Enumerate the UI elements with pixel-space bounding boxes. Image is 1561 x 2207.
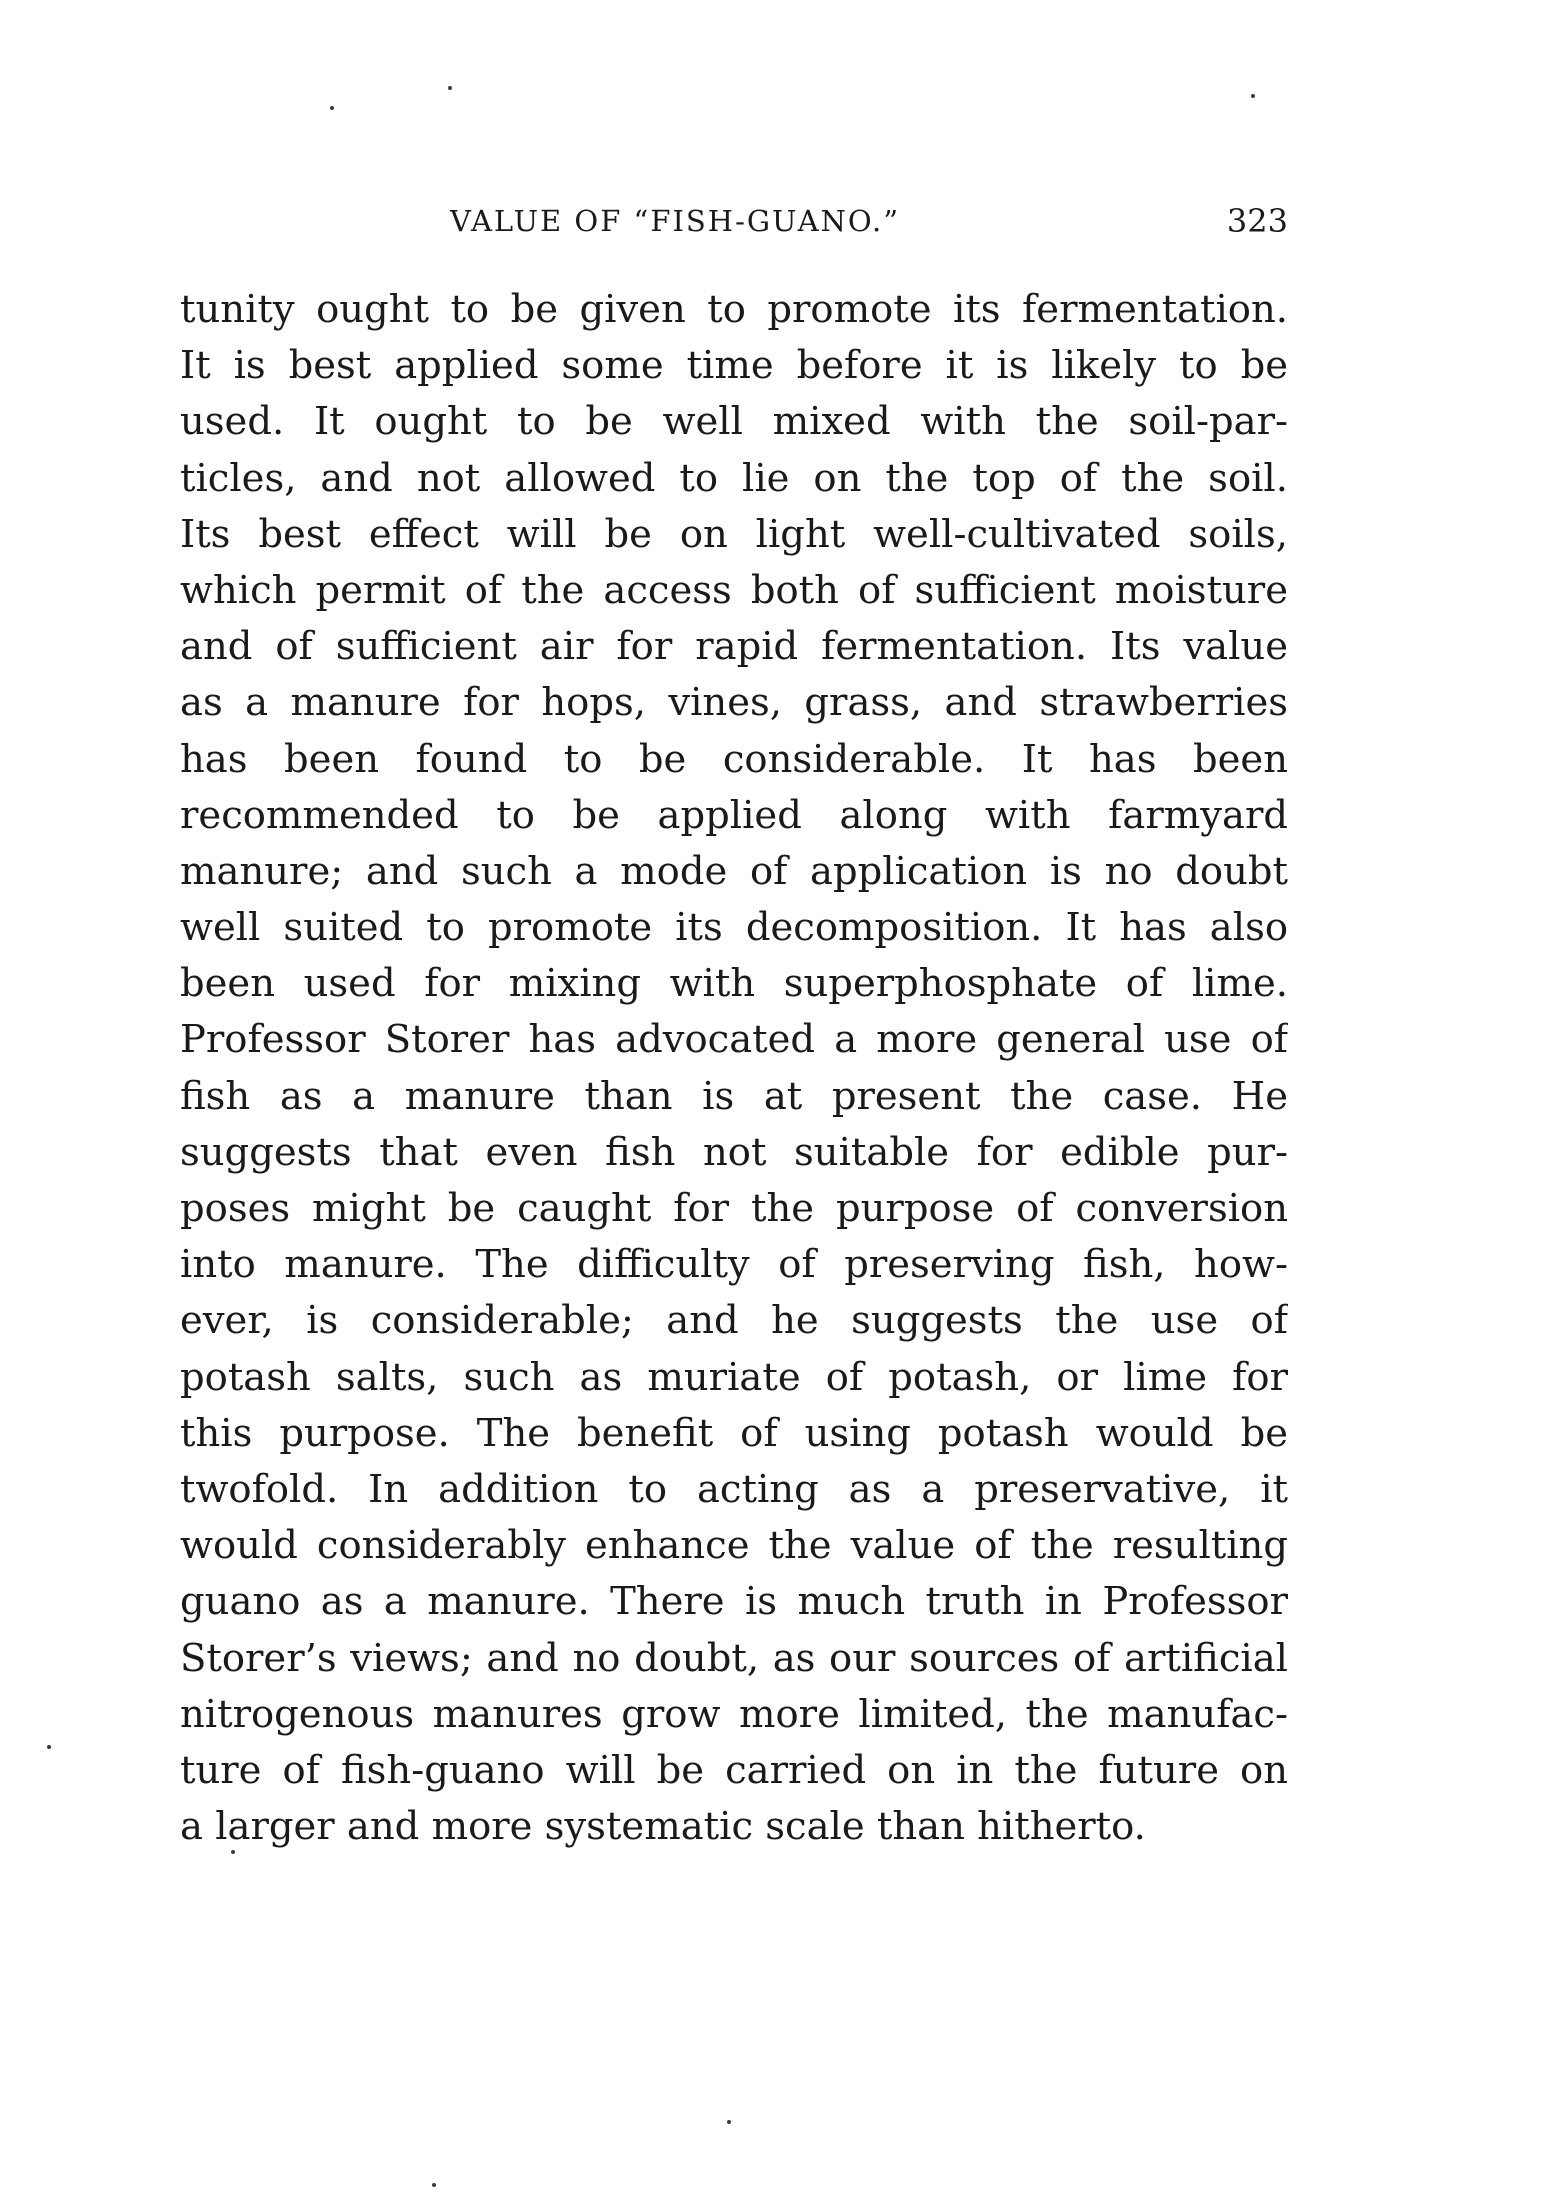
text-line: well suited to promote its decomposition. It has also (180, 905, 1288, 951)
text-line: and of sufficient air for rapid fermentation. Its value (180, 624, 1288, 670)
text-line: a larger and more systematic scale than hitherto. (180, 1804, 1146, 1850)
text-line: potash salts, such as muriate of potash, or lime for (180, 1354, 1288, 1400)
text-line: would considerably enhance the value of the resulting (180, 1523, 1288, 1569)
text-line: has been found to be considerable. It has been (180, 736, 1288, 782)
text-line: Its best effect will be on light well-cultivated soils, (180, 511, 1288, 557)
text-line: fish as a manure than is at present the case. He (180, 1073, 1288, 1119)
text-line: which permit of the access both of sufficient moisture (180, 567, 1288, 613)
scan-speck (47, 1745, 51, 1749)
text-line: It is best applied some time before it is likely to be (180, 343, 1288, 389)
text-line: Storer’s views; and no doubt, as our sources of artificial (180, 1635, 1288, 1681)
text-line: tunity ought to be given to promote its fermentation. (180, 287, 1288, 332)
scan-speck (727, 2120, 731, 2124)
scan-speck (330, 106, 334, 110)
text-line: as a manure for hops, vines, grass, and strawberries (180, 680, 1288, 726)
text-line: suggests that even fish not suitable for edible pur- (180, 1129, 1288, 1175)
text-line: been used for mixing with superphosphate of lime. (180, 961, 1288, 1007)
text-line: ticles, and not allowed to lie on the top of the soil. (180, 455, 1288, 501)
text-line: recommended to be applied along with farmyard (180, 792, 1288, 838)
text-line: ever, is considerable; and he suggests the use of (180, 1298, 1288, 1344)
text-line: ture of fish-guano will be carried on in the future on (180, 1747, 1288, 1793)
running-head (180, 196, 1288, 246)
scan-speck (231, 1850, 235, 1854)
text-line: nitrogenous manures grow more limited, the manufac- (180, 1691, 1288, 1737)
text-line: manure; and such a mode of application is no doubt (180, 848, 1288, 894)
body-paragraph (180, 282, 1288, 1855)
text-line: used. It ought to be well mixed with the soil-par- (180, 399, 1288, 445)
scan-speck (432, 2183, 436, 2187)
running-title: VALUE OF “FISH-GUANO.” (450, 204, 901, 238)
text-line: Professor Storer has advocated a more general use of (180, 1017, 1288, 1063)
text-line: into manure. The difficulty of preserving fish, how- (180, 1242, 1288, 1288)
scan-speck (448, 86, 452, 90)
page-number: 323 (1226, 202, 1288, 240)
text-line: guano as a manure. There is much truth in Professor (180, 1579, 1288, 1625)
text-line: this purpose. The benefit of using potash would be (180, 1410, 1288, 1456)
text-line: twofold. In addition to acting as a preservative, it (180, 1466, 1288, 1512)
scan-speck (1251, 94, 1255, 98)
text-line: poses might be caught for the purpose of conversion (180, 1186, 1288, 1231)
